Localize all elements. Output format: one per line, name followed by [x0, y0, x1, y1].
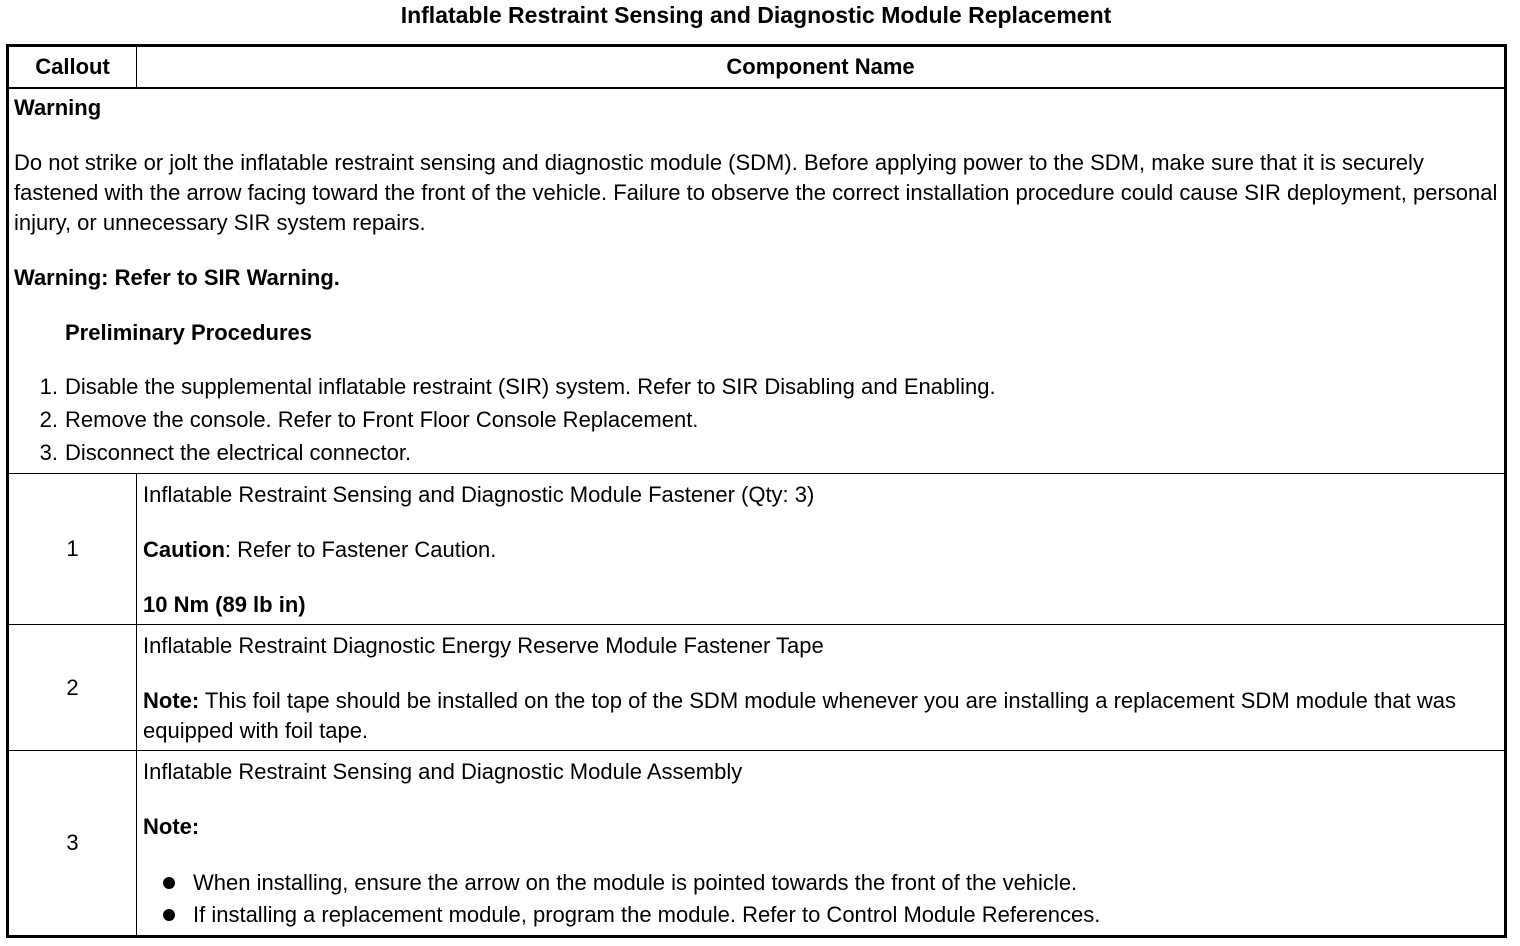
component-cell — [137, 625, 1506, 751]
bullet-icon — [163, 877, 175, 889]
step-item — [14, 403, 1498, 436]
table-row — [8, 625, 1506, 751]
step-item — [14, 436, 1498, 469]
callout-header: Callout — [8, 46, 137, 89]
caution-line — [143, 535, 1498, 565]
note-line — [143, 686, 1498, 746]
note-label: Note: — [143, 814, 200, 839]
warning-text: Do not strike or jolt the inflatable restraint sensing and diagnostic module (SDM). Before applying power to the SDM, make sure that it is securely fastened with the arrow facing toward the front of the vehicle. Failure to observe the correct installation procedure could cause SIR deployment, personal injury, or unnecessary SIR system repairs. — [14, 150, 1498, 235]
bullet-icon — [163, 909, 175, 921]
callout-number: 2 — [8, 625, 137, 751]
step-text: Disable the supplemental inflatable restraint (SIR) system. Refer to SIR Disabling and Enabling. — [65, 374, 996, 399]
page-title: Inflatable Restraint Sensing and Diagnostic Module Replacement — [400, 2, 1112, 28]
preliminary-steps — [14, 370, 1498, 469]
step-text: Remove the console. Refer to Front Floor Console Replacement. — [65, 407, 699, 432]
component-header: Component Name — [137, 46, 1506, 89]
procedure-table — [6, 44, 1507, 938]
table-row — [8, 751, 1506, 937]
bullet-text: If installing a replacement module, program the module. Refer to Control Module References. — [193, 902, 1101, 927]
component-name: Inflatable Restraint Diagnostic Energy Reserve Module Fastener Tape — [143, 633, 824, 658]
preliminary-procedures-heading: Preliminary Procedures — [65, 320, 313, 345]
warning-row — [8, 88, 1506, 474]
note-bullets — [143, 867, 1498, 931]
caution-label: Caution — [143, 537, 225, 562]
component-name: Inflatable Restraint Sensing and Diagnostic Module Fastener (Qty: 3) — [143, 482, 815, 507]
table-row — [8, 474, 1506, 625]
step-number: 3. — [39, 440, 58, 465]
callout-number: 1 — [8, 474, 137, 625]
step-item — [14, 370, 1498, 403]
sir-warning-reference: Warning: Refer to SIR Warning. — [14, 265, 340, 290]
step-number: 2. — [39, 407, 58, 432]
warning-cell — [8, 88, 1506, 474]
note-label: Note: — [143, 688, 200, 713]
callout-number: 3 — [8, 751, 137, 937]
step-number: 1. — [39, 374, 58, 399]
component-cell — [137, 474, 1506, 625]
note-text: This foil tape should be installed on the top of the SDM module whenever you are installing a replacement SDM module that was equipped with foil tape. — [143, 688, 1456, 743]
component-name: Inflatable Restraint Sensing and Diagnostic Module Assembly — [143, 759, 743, 784]
torque-spec: 10 Nm (89 lb in) — [143, 592, 306, 617]
bullet-text: When installing, ensure the arrow on the module is pointed towards the front of the vehicle. — [193, 870, 1078, 895]
header-row — [8, 46, 1506, 89]
list-item — [143, 867, 1498, 899]
component-cell — [137, 751, 1506, 937]
step-text: Disconnect the electrical connector. — [65, 440, 412, 465]
warning-heading: Warning — [14, 95, 102, 120]
caution-text: : Refer to Fastener Caution. — [224, 537, 497, 562]
list-item — [143, 899, 1498, 931]
